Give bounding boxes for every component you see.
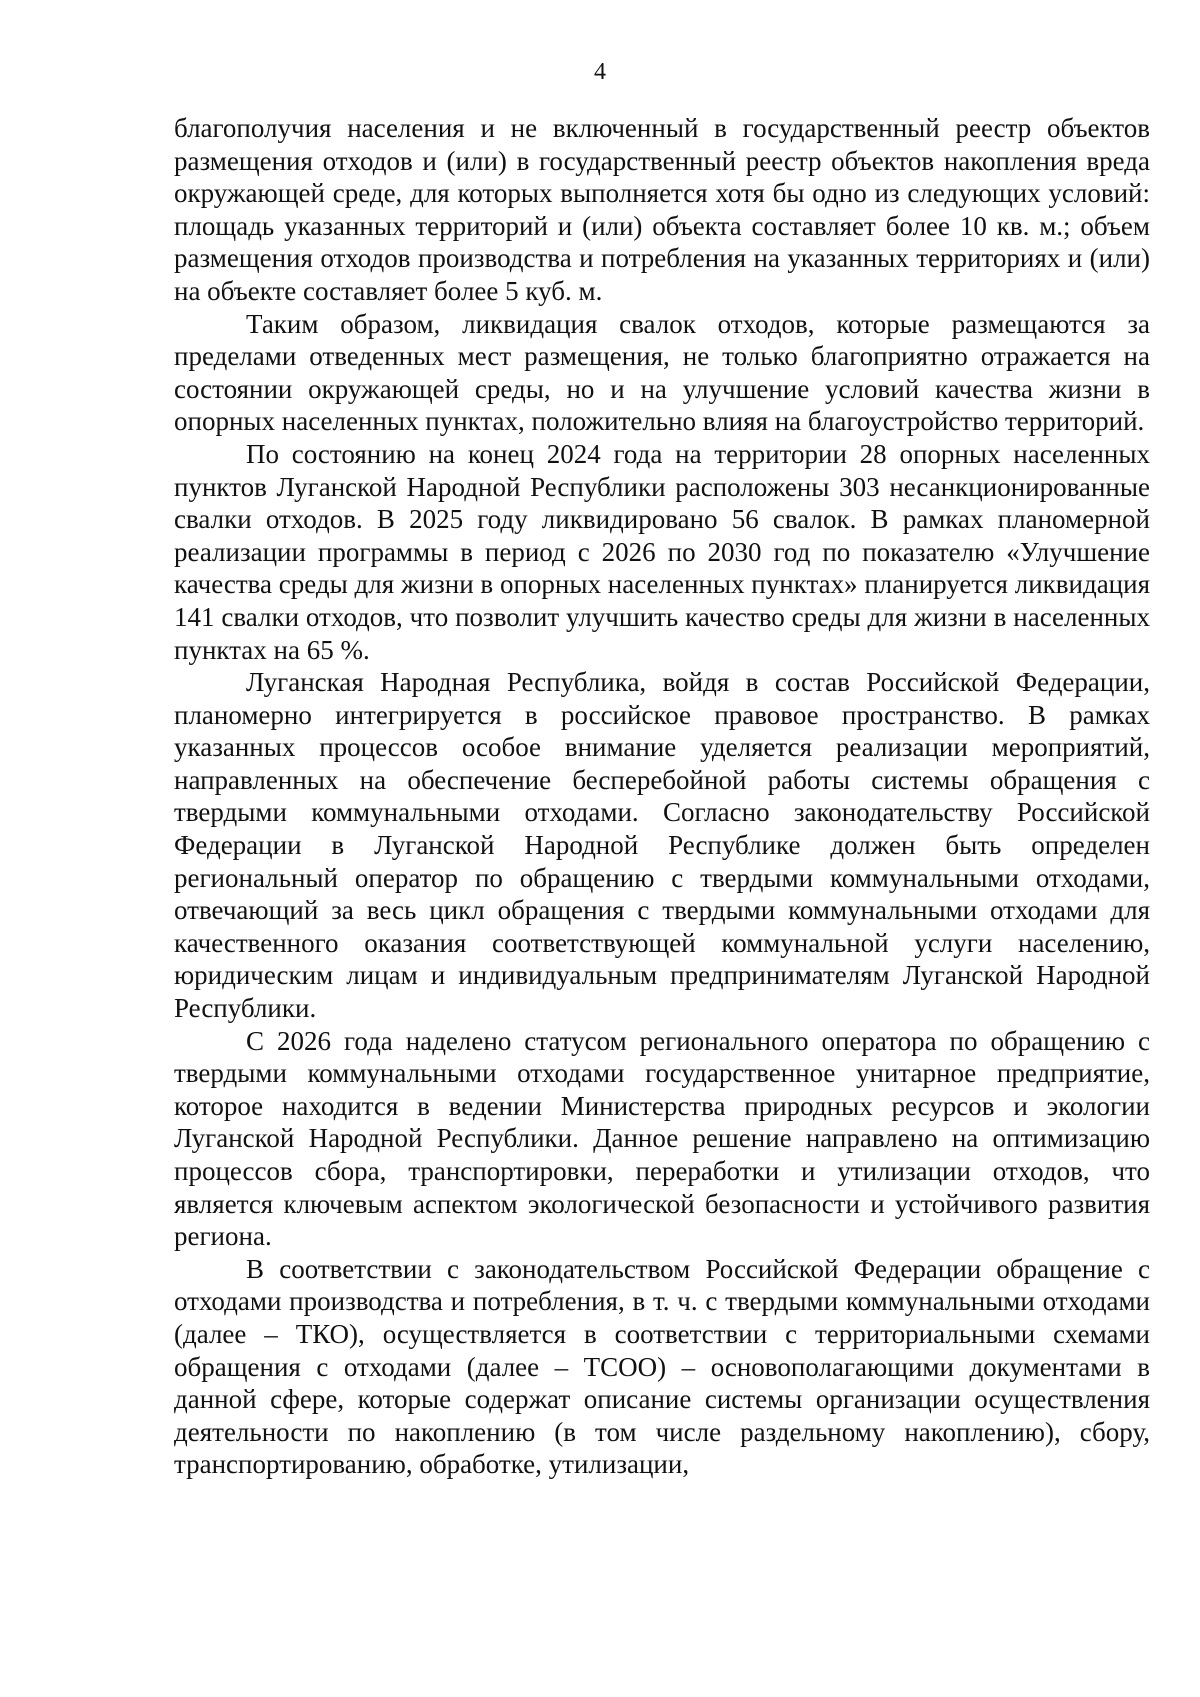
document-body [174, 112, 1150, 1481]
paragraph-regional-operator: С 2026 года наделено статусом регионального оператора по обращению с твердыми коммунальными отходами государственное унитарное предприятие, которое находится в ведении Министерства природных ресурсов и экологии Луганской Народной Республики. Данное решение направлено на оптимизацию процессов сбора, транспортировки, переработки и утилизации отходов, что является ключевым аспектом экологической безопасности и устойчивого развития региона. [174, 1025, 1150, 1252]
paragraph-landfill-statistics: По состоянию на конец 2024 года на территории 28 опорных населенных пунктов Луганской Народной Республики расположены 303 несанкционированные свалки отходов. В 2025 году ликвидировано 56 свалок. В рамках планомерной реализации программы в период с 2026 по 2030 год по показателю «Улучшение качества среды для жизни в опорных населенных пунктах» планируется ликвидация 141 свалки отходов, что позволит улучшить качество среды для жизни в населенных пунктах на 65 %. [174, 438, 1150, 665]
paragraph-continuation: благополучия населения и не включенный в государственный реестр объектов размещения отходов и (или) в государственный реестр объектов накопления вреда окружающей среде, для которых выполняется хотя бы одно из следующих условий: площадь указанных территорий и (или) объекта составляет более 10 кв. м.; объем размещения отходов производства и потребления на указанных территориях и (или) на объекте составляет более 5 куб. м. [174, 113, 1150, 306]
page-number: 4 [594, 59, 606, 85]
paragraph-territorial-schemes: В соответствии с законодательством Российской Федерации обращение с отходами производства и потребления, в т. ч. с твердыми коммунальными отходами (далее – ТКО), осуществляется в соответствии с территориальными схемами обращения с отходами (далее – ТСОО) – основополагающими документами в данной сфере, которые содержат описание системы организации осуществления деятельности по накоплению (в том числе раздельному накоплению), сбору, транспортированию, обработке, утилизации, [174, 1253, 1150, 1480]
paragraph-legal-integration: Луганская Народная Республика, войдя в состав Российской Федерации, планомерно интегрируется в российское правовое пространство. В рамках указанных процессов особое внимание уделяется реализации мероприятий, направленных на обеспечение бесперебойной работы системы обращения с твердыми коммунальными отходами. Согласно законодательству Российской Федерации в Луганской Народной Республике должен быть определен региональный оператор по обращению с твердыми коммунальными отходами, отвечающий за весь цикл обращения с твердыми коммунальными отходами для качественного оказания соответствующей коммунальной услуги населению, юридическим лицам и индивидуальным предпринимателям Луганской Народной Республики. [174, 667, 1150, 1024]
paragraph-landfill-liquidation: Таким образом, ликвидация свалок отходов, которые размещаются за пределами отведенных мест размещения, не только благоприятно отражается на состоянии окружающей среды, но и на улучшение условий качества жизни в опорных населенных пунктах, положительно влияя на благоустройство территорий. [174, 308, 1150, 437]
